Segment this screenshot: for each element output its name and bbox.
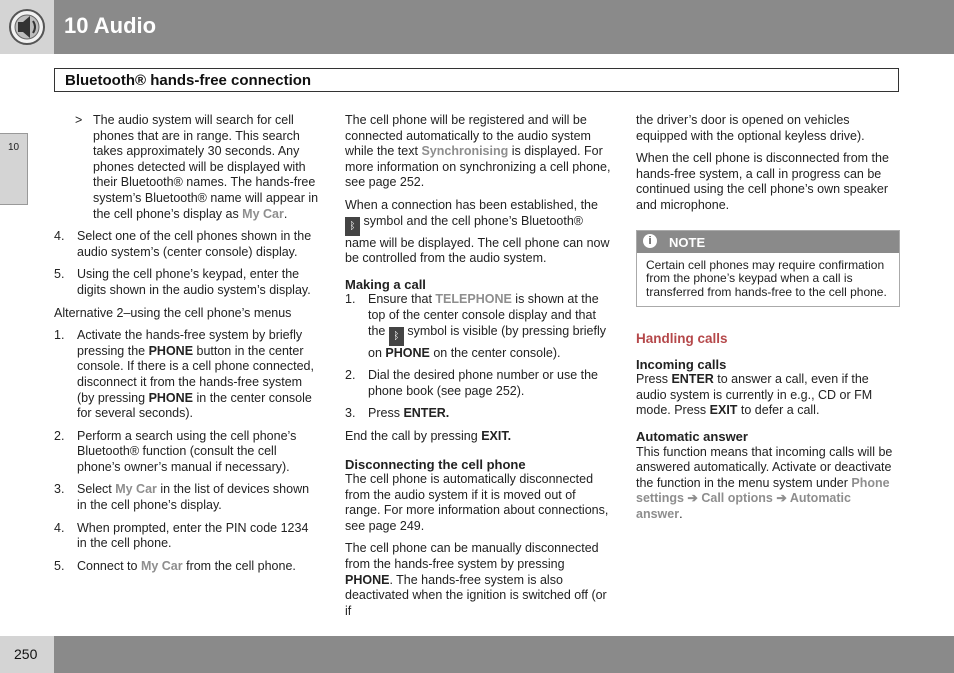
list-item: 2. Dial the desired phone number or use the phone book (see page 252). bbox=[345, 368, 599, 398]
page-number: 250 bbox=[14, 646, 38, 662]
arrow-right-icon: ➔ bbox=[772, 491, 790, 506]
speaker-icon-box bbox=[0, 0, 54, 54]
paragraph: the driver’s door is opened on vehicles equipped with the optional keyless drive). bbox=[636, 113, 865, 143]
chapter-title: 10 Audio bbox=[64, 13, 157, 38]
automatic-answer-heading: Automatic answer bbox=[636, 429, 748, 445]
incoming-calls-heading: Incoming calls bbox=[636, 356, 727, 372]
paragraph: Press ENTER to answer a call, even if the audio system is currently in e.g., CD or FM mode. Press EXIT to defer a call. bbox=[636, 372, 873, 418]
list-item: 2. Perform a search using the cell phone’s Bluetooth® function (consult the cell phone’s owner’s manual if necessary). bbox=[54, 428, 297, 474]
list-item: 3. Press ENTER. bbox=[345, 406, 450, 421]
disconnect-heading: Disconnecting the cell phone bbox=[345, 456, 526, 472]
note-body: Certain cell phones may require confirmation from the phone’s keypad when a call is transferred from hands-free to the cell phone. bbox=[646, 257, 887, 299]
chapter-tab bbox=[0, 133, 28, 205]
arrow-right-icon: ➔ bbox=[683, 491, 702, 506]
column-2 bbox=[345, 113, 611, 626]
paragraph: The cell phone can be manually disconnected from the hands-free system by pressing PHONE. The hands-free system is also deactivated when the ignition is switched off (or if bbox=[345, 541, 607, 618]
list-item: 4. Select one of the cell phones shown in the audio system’s (center console) display. bbox=[54, 229, 312, 259]
bluetooth-icon: ᛒ bbox=[345, 217, 360, 236]
list-item: 1. Ensure that TELEPHONE is shown at the top of the center console display and that the ᛒ symbol is visible (by pressing briefly on PHONE on the center console). bbox=[345, 292, 607, 360]
paragraph: The cell phone will be registered and will be connected automatically to the audio system while the text Synchronising is displayed. For more information on synchronizing a cell phone, see page 252. bbox=[345, 113, 611, 190]
paragraph: When the cell phone is disconnected from the hands-free system, a call in progress can be continued using the cell phone’s own speaker and microphone. bbox=[636, 151, 889, 212]
chapter-header bbox=[0, 0, 954, 54]
list-item: 4. When prompted, enter the PIN code 1234 in the cell phone. bbox=[54, 520, 309, 551]
paragraph: The cell phone is automatically disconnected from the audio system if it is moved out of range. For more information about connections, see page 249. bbox=[345, 472, 609, 533]
list-item: 5. Using the cell phone’s keypad, enter the digits shown in the audio system’s display. bbox=[54, 267, 311, 297]
list-item: 1. Activate the hands-free system by briefly pressing the PHONE button in the center console. If there is a cell phone connected, disconnect it from the hands-free system (by pressing PHONE in the center console for several seconds). bbox=[54, 328, 314, 421]
paragraph: When a connection has been established, the ᛒ symbol and the cell phone’s Bluetooth® name will be displayed. The cell phone can now be controlled from the audio system. bbox=[345, 197, 610, 266]
page-number-box bbox=[0, 636, 54, 673]
chapter-tab-number: 10 bbox=[8, 142, 20, 153]
page-footer bbox=[0, 636, 954, 673]
making-call-heading: Making a call bbox=[345, 276, 426, 292]
alternative-heading: Alternative 2–using the cell phone’s menus bbox=[54, 305, 292, 320]
list-item: 5. Connect to My Car from the cell phone. bbox=[54, 558, 296, 573]
column-1 bbox=[54, 113, 320, 581]
note-box bbox=[636, 230, 900, 308]
paragraph: End the call by pressing EXIT. bbox=[345, 428, 512, 443]
speaker-icon bbox=[0, 0, 54, 54]
info-icon: i bbox=[643, 234, 657, 248]
section-header bbox=[54, 68, 899, 92]
list-item: 3. Select My Car in the list of devices shown in the cell phone’s display. bbox=[54, 482, 310, 513]
section-title: Bluetooth® hands-free connection bbox=[65, 72, 312, 89]
list-item: > The audio system will search for cell phones that are in range. This search takes approximately 30 seconds. Any phones detected will be displayed with their Bluetooth® names. The hands-free system’s Bluetooth® name will appear in the cell phone’s display as My Car. bbox=[75, 113, 319, 221]
paragraph: This function means that incoming calls will be answered automatically. Activate or deactivate the function in the menu system under Phone settings ➔ Call options ➔ Automatic answer. bbox=[636, 444, 893, 521]
handling-calls-heading: Handling calls bbox=[636, 331, 728, 347]
note-header bbox=[637, 231, 899, 253]
note-title: NOTE bbox=[669, 234, 706, 250]
column-3 bbox=[636, 113, 900, 530]
bluetooth-icon: ᛒ bbox=[389, 327, 404, 346]
